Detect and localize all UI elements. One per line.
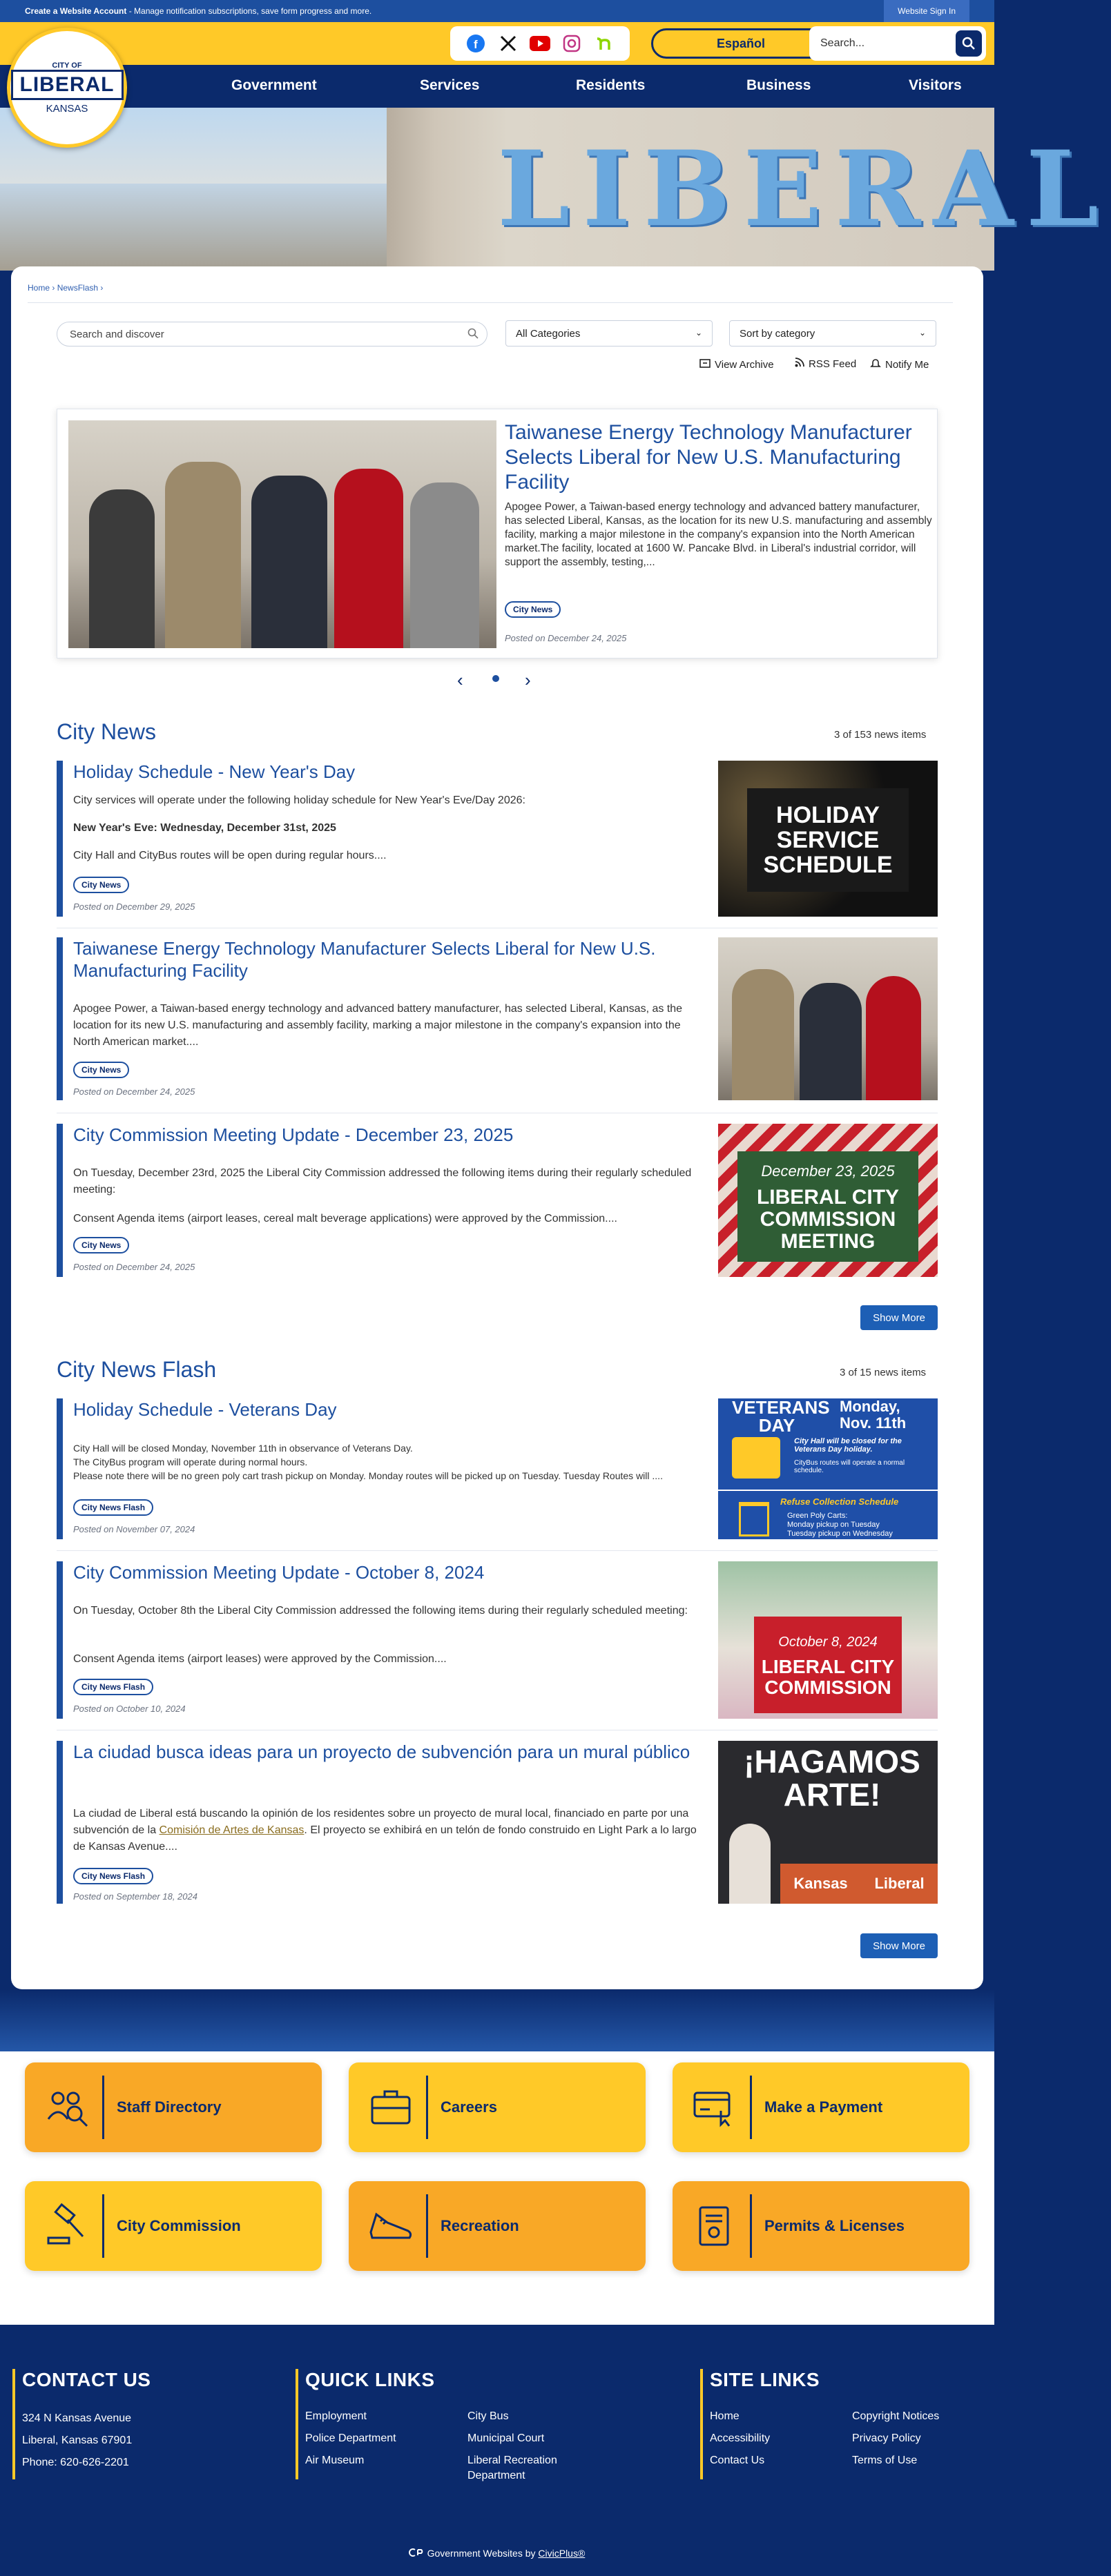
- nav-government[interactable]: Government: [231, 77, 317, 93]
- footer-link[interactable]: Terms of Use: [852, 2455, 918, 2466]
- tile-label: Make a Payment: [764, 2098, 883, 2116]
- news-body: New Year's Eve: Wednesday, December 31st, 2025: [73, 822, 336, 834]
- carousel-dot[interactable]: [492, 675, 499, 682]
- news-posted: Posted on September 18, 2024: [73, 1891, 197, 1902]
- news-flash-count: 3 of 15 news items: [840, 1367, 927, 1378]
- breadcrumb-newsflash[interactable]: NewsFlash: [57, 283, 99, 293]
- thumb-logo-text: Liberal: [874, 1875, 925, 1892]
- news-thumbnail[interactable]: [718, 1398, 938, 1539]
- nav-visitors[interactable]: Visitors: [909, 77, 962, 93]
- divider: [28, 302, 953, 303]
- news-body: Apogee Power, a Taiwan-based energy technology and advanced battery manufacturer, has selected Liberal, Kansas, as the location for its new U.S. manufacturing and assembly facility, marking a major milestone in the company's expansion into the North American market....: [73, 1003, 683, 1048]
- footer-link[interactable]: City Bus: [467, 2410, 509, 2422]
- thumb-text: Tuesday pickup on Wednesday: [787, 1530, 893, 1538]
- news-search-input[interactable]: [57, 322, 487, 347]
- item-accent: [57, 1124, 63, 1277]
- item-accent: [57, 937, 63, 1100]
- photo-person: [89, 489, 155, 648]
- news-posted: Posted on December 24, 2025: [73, 1262, 195, 1272]
- view-archive-link[interactable]: [699, 358, 774, 371]
- tag-label: City News: [73, 877, 129, 893]
- thumb-text: SCHEDULE: [763, 852, 893, 878]
- item-accent: [57, 1741, 63, 1904]
- news-title[interactable]: City Commission Meeting Update - October 8, 2024: [73, 1562, 485, 1583]
- create-account-link[interactable]: Create a Website Account: [25, 6, 127, 16]
- sort-select[interactable]: [729, 320, 936, 347]
- news-body: On Tuesday, October 8th the Liberal City Commission addressed the following items during their regularly scheduled meeting:: [73, 1605, 688, 1617]
- news-tag[interactable]: [73, 1237, 129, 1253]
- city-logo[interactable]: [7, 28, 127, 148]
- hero-sign-text: LIBERAL: [497, 128, 1111, 250]
- featured-body: Apogee Power, a Taiwan-based energy technology and advanced battery manufacturer, has selected Liberal, Kansas, as the location for its new U.S. manufacturing and assembly facility, marking a major milestone in the company's expansion into the North American market.The facility, located at 1600 W. Pancake Blvd. in Liberal's industrial corridor, will support the assembly, testing,...: [505, 501, 932, 568]
- news-title[interactable]: Taiwanese Energy Technology Manufacturer Selects Liberal for New U.S. Manufacturing Facility: [73, 938, 656, 981]
- tile-careers[interactable]: [349, 2062, 646, 2152]
- header-search-placeholder: Search...: [820, 37, 865, 49]
- featured-posted: Posted on December 24, 2025: [505, 633, 627, 643]
- thumb-text: City Hall will be closed for the Veterans Day holiday.: [794, 1437, 902, 1454]
- news-posted: Posted on November 07, 2024: [73, 1524, 195, 1534]
- photo-person: [334, 469, 403, 648]
- instagram-icon[interactable]: [561, 33, 582, 54]
- nav-residents[interactable]: Residents: [576, 77, 646, 93]
- thumb-logo-text: Kansas: [793, 1875, 848, 1892]
- city-news-heading: City News: [57, 719, 157, 744]
- logo-city-of: CITY OF: [52, 61, 82, 70]
- sort-value: Sort by category: [740, 327, 815, 340]
- city-news-count: 3 of 153 news items: [834, 729, 927, 741]
- tile-divider: [750, 2076, 752, 2139]
- facebook-icon[interactable]: [465, 33, 486, 54]
- item-accent: [57, 1398, 63, 1539]
- sign-in-button[interactable]: Website Sign In: [884, 0, 969, 22]
- thumb-text: Green Poly Carts:: [787, 1512, 848, 1520]
- news-tag[interactable]: [73, 1499, 153, 1516]
- thumb-text: DAY: [758, 1415, 795, 1436]
- news-body: City Hall and CityBus routes will be open during regular hours....: [73, 850, 387, 861]
- logo-liberal: LIBERAL: [11, 70, 124, 100]
- footer: [0, 2325, 994, 2576]
- photo-person: [251, 476, 327, 648]
- city-hall-icon: [732, 1437, 780, 1479]
- tile-recreation[interactable]: [349, 2181, 646, 2271]
- tile-city-commission[interactable]: [25, 2181, 322, 2271]
- news-body: Consent Agenda items (airport leases) were approved by the Commission....: [73, 1653, 447, 1665]
- featured-tag[interactable]: [505, 601, 561, 618]
- news-title[interactable]: Holiday Schedule - New Year's Day: [73, 761, 356, 782]
- breadcrumb-sep: ›: [50, 283, 57, 293]
- account-desc: - Manage notification subscriptions, save form progress and more.: [126, 6, 372, 16]
- photo-person: [800, 983, 862, 1100]
- news-item: [57, 1398, 715, 1539]
- photo-person: [866, 976, 921, 1100]
- payment-icon: [684, 2076, 746, 2138]
- news-tag[interactable]: [73, 877, 129, 893]
- thumb-date: December 23, 2025: [761, 1162, 895, 1180]
- tile-label: City Commission: [117, 2217, 241, 2234]
- wave-band: [0, 1989, 994, 2051]
- news-body: City services will operate under the following holiday schedule for New Year's Eve/Day 2026:: [73, 794, 525, 806]
- news-tag[interactable]: [73, 1679, 153, 1695]
- news-body: City Hall will be closed Monday, November 11th in observance of Veterans Day.: [73, 1443, 413, 1454]
- news-item: [57, 937, 715, 1100]
- top-bar: [0, 0, 994, 22]
- news-item: [57, 1741, 715, 1904]
- news-thumbnail[interactable]: [718, 937, 938, 1100]
- chevron-down-icon: ⌄: [695, 328, 702, 338]
- tile-label: Recreation: [441, 2217, 519, 2234]
- archive-icon: [699, 358, 711, 371]
- thumb-text: SERVICE: [776, 827, 880, 853]
- quick-links-area: [0, 1989, 994, 2334]
- main-nav: [0, 65, 994, 108]
- divider: [718, 1490, 938, 1491]
- permit-icon: [684, 2195, 746, 2257]
- footer-heading: SITE LINKS: [710, 2369, 820, 2390]
- rss-icon: [795, 358, 804, 370]
- hero-banner: [0, 108, 1111, 271]
- news-thumbnail[interactable]: [718, 1561, 938, 1719]
- item-accent: [57, 1561, 63, 1719]
- news-body-text: La ciudad de Liberal está buscando la opinión de los residentes sobre un proyecto de mural local, financiado en parte por una subvención de la: [73, 1808, 689, 1836]
- tag-label: City News Flash: [73, 1679, 153, 1695]
- tile-divider: [102, 2194, 104, 2258]
- divider: [57, 1550, 938, 1551]
- tile-divider: [426, 2194, 428, 2258]
- rss-feed-link[interactable]: [795, 358, 856, 370]
- footer-contact: [12, 2369, 151, 2479]
- notify-me-link[interactable]: [870, 358, 929, 371]
- photo-person: [732, 969, 794, 1100]
- logo-kansas: KANSAS: [46, 102, 88, 115]
- footer-link[interactable]: Contact Us: [710, 2455, 765, 2466]
- photo-person: [410, 482, 479, 648]
- tag-label: City News Flash: [73, 1868, 153, 1884]
- news-item: [57, 1561, 715, 1719]
- briefcase-icon: [360, 2076, 422, 2138]
- featured-photo[interactable]: [68, 420, 496, 648]
- footer-link[interactable]: Liberal Recreation Department: [467, 2455, 557, 2481]
- tag-label: City News: [73, 1062, 129, 1078]
- kansas-arts-commission-link[interactable]: Comisión de Artes de Kansas: [159, 1824, 305, 1836]
- news-thumbnail[interactable]: [718, 1741, 938, 1904]
- breadcrumb-home[interactable]: Home: [28, 283, 50, 293]
- thumb-text: LIBERAL CITY: [756, 1186, 900, 1209]
- thumb-text: Refuse Collection Schedule: [780, 1496, 899, 1507]
- news-item: [57, 761, 715, 917]
- powered-by: [0, 2548, 994, 2559]
- thumb-text: VETERANS: [732, 1397, 830, 1418]
- shoe-icon: [360, 2195, 422, 2257]
- nav-services[interactable]: Services: [420, 77, 480, 93]
- item-accent: [57, 761, 63, 917]
- thumb-text: CityBus routes will operate a normal schedule.: [794, 1459, 905, 1474]
- news-posted: Posted on December 29, 2025: [73, 901, 195, 912]
- footer-link[interactable]: Privacy Policy: [852, 2432, 921, 2444]
- staff-directory-icon: [36, 2076, 98, 2138]
- news-title[interactable]: La ciudad busca ideas para un proyecto de subvención para un mural público: [73, 1741, 690, 1762]
- footer-link[interactable]: Copyright Notices: [852, 2410, 940, 2422]
- news-thumbnail[interactable]: [718, 1124, 938, 1277]
- account-notice: [25, 6, 371, 16]
- news-title[interactable]: City Commission Meeting Update - December 23, 2025: [73, 1124, 514, 1145]
- news-body: The CityBus program will operate during normal hours.: [73, 1456, 308, 1467]
- view-archive-label: View Archive: [715, 358, 774, 371]
- news-flash-show-more-button[interactable]: Show More: [860, 1933, 938, 1958]
- tile-permits-licenses[interactable]: [673, 2181, 969, 2271]
- footer-phone: Phone: 620-626-2201: [22, 2457, 129, 2468]
- city-news-show-more-button[interactable]: Show More: [860, 1305, 938, 1330]
- carousel-prev-icon[interactable]: ‹: [457, 670, 463, 690]
- news-body: Consent Agenda items (airport leases, cereal malt beverage applications) were approved by the Commission....: [73, 1213, 617, 1224]
- news-posted: Posted on December 24, 2025: [73, 1086, 195, 1097]
- thumb-text: Monday,: [840, 1398, 900, 1415]
- thumb-text: HOLIDAY: [776, 802, 880, 828]
- footer-heading: CONTACT US: [22, 2369, 151, 2390]
- footer-link[interactable]: Police Department: [305, 2432, 396, 2444]
- thumb-text: MEETING: [780, 1230, 876, 1253]
- news-body: [73, 1806, 702, 1855]
- tile-divider: [102, 2076, 104, 2139]
- footer-link[interactable]: Accessibility: [710, 2432, 771, 2444]
- youtube-icon[interactable]: [530, 33, 550, 54]
- footer-link[interactable]: Employment: [305, 2410, 367, 2422]
- header-search-input[interactable]: [809, 26, 986, 61]
- tag-label: City News Flash: [73, 1499, 153, 1516]
- svg-text:f: f: [474, 38, 478, 51]
- footer-link[interactable]: Air Museum: [305, 2455, 365, 2466]
- x-icon[interactable]: [498, 33, 519, 54]
- news-body-text: . El proyecto se exhibirá en un telón de fondo construido en Light Park a lo largo de Kansas Avenue....: [73, 1824, 697, 1853]
- notify-label: Notify Me: [885, 358, 929, 371]
- tile-make-a-payment[interactable]: [673, 2062, 969, 2152]
- footer-link[interactable]: Municipal Court: [467, 2432, 545, 2444]
- photo-person: [729, 1824, 771, 1904]
- espanol-button[interactable]: Español: [651, 28, 831, 59]
- civicplus-link[interactable]: CivicPlus®: [538, 2548, 586, 2559]
- tile-label: Permits & Licenses: [764, 2217, 905, 2234]
- footer-address: Liberal, Kansas 67901: [22, 2434, 133, 2446]
- news-thumbnail[interactable]: [718, 761, 938, 917]
- news-body: Please note there will be no green poly cart trash pickup on Monday. Monday routes will be picked up on Tuesday. Tuesday Routes will ....: [73, 1470, 663, 1481]
- gavel-icon: [36, 2195, 98, 2257]
- tile-divider: [426, 2076, 428, 2139]
- thumb-text: COMMISSION: [764, 1677, 891, 1698]
- news-posted: Posted on October 10, 2024: [73, 1704, 186, 1714]
- category-select[interactable]: [505, 320, 713, 347]
- thumb-text: LIBERAL CITY: [761, 1656, 895, 1677]
- news-item: [57, 1124, 715, 1277]
- featured-carousel: [57, 409, 938, 658]
- rss-label: RSS Feed: [809, 358, 857, 370]
- thumb-text: Nov. 11th: [840, 1414, 907, 1432]
- news-body: On Tuesday, December 23rd, 2025 the Liberal City Commission addressed the following items during their regularly scheduled meeting:: [73, 1167, 692, 1196]
- thumb-text: ¡HAGAMOS: [744, 1744, 920, 1779]
- tile-staff-directory[interactable]: [25, 2062, 322, 2152]
- social-links: [450, 26, 630, 61]
- chevron-down-icon: ⌄: [918, 328, 926, 338]
- trash-cart-icon: [739, 1502, 769, 1536]
- news-flash-heading: City News Flash: [57, 1357, 217, 1382]
- tag-label: City News: [505, 601, 561, 618]
- tile-divider: [750, 2194, 752, 2258]
- footer-address: 324 N Kansas Avenue: [22, 2412, 132, 2424]
- thumb-text: COMMISSION: [760, 1208, 896, 1231]
- thumb-text: Monday pickup on Tuesday: [787, 1521, 880, 1529]
- photo-person: [165, 462, 241, 648]
- news-tag[interactable]: [73, 1062, 129, 1078]
- search-icon[interactable]: [956, 30, 982, 57]
- search-icon[interactable]: [467, 328, 479, 342]
- featured-title[interactable]: Taiwanese Energy Technology Manufacturer Selects Liberal for New U.S. Manufacturing Facility: [505, 421, 912, 494]
- tag-label: City News: [73, 1237, 129, 1253]
- news-tag[interactable]: [73, 1868, 153, 1884]
- hero-background: [0, 184, 387, 271]
- tile-label: Staff Directory: [117, 2098, 222, 2116]
- carousel-next-icon[interactable]: ›: [525, 670, 531, 690]
- category-value: All Categories: [516, 327, 581, 340]
- breadcrumb-sep: ›: [98, 283, 104, 293]
- powered-text: Government Websites by: [427, 2548, 539, 2559]
- footer-link[interactable]: Home: [710, 2410, 740, 2422]
- nav-business[interactable]: Business: [746, 77, 811, 93]
- thumb-date: October 8, 2024: [778, 1635, 878, 1650]
- thumb-text: ARTE!: [783, 1777, 881, 1813]
- footer-heading: QUICK LINKS: [305, 2369, 435, 2390]
- bell-icon: [870, 358, 881, 371]
- tile-label: Careers: [441, 2098, 497, 2116]
- breadcrumb: [28, 283, 103, 293]
- news-title[interactable]: Holiday Schedule - Veterans Day: [73, 1399, 337, 1420]
- nextdoor-icon[interactable]: [594, 33, 615, 54]
- news-search-placeholder: Search and discover: [70, 328, 164, 340]
- civicplus-icon: [409, 2548, 425, 2559]
